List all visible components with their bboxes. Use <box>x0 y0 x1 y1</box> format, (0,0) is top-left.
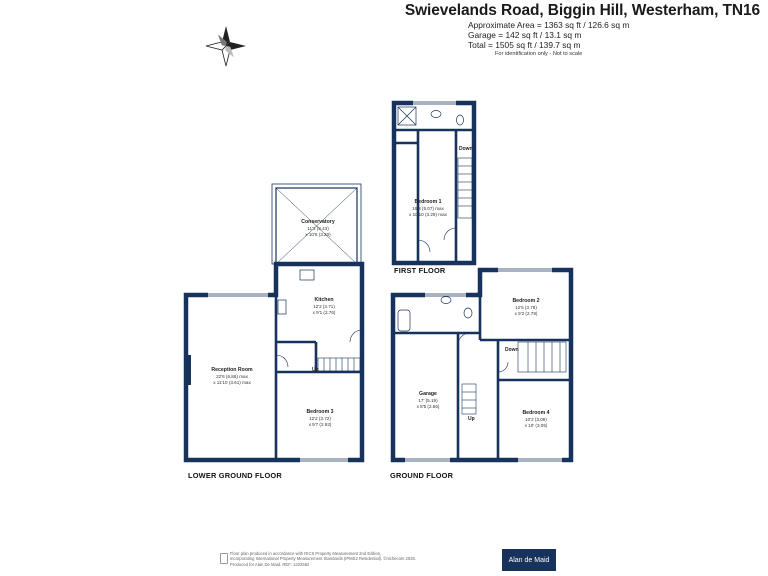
room-dim-garage-1: 17' (5.19) <box>418 398 438 403</box>
room-dim-bedroom-3-2: x 9'7 (2.93) <box>308 422 332 427</box>
garage-area: Garage = 142 sq ft / 13.1 sq m <box>468 30 582 40</box>
total-area: Total = 1505 sq ft / 139.7 sq m <box>468 40 581 50</box>
floor-label-ground: GROUND FLOOR <box>390 471 454 480</box>
ground-basin <box>441 297 451 304</box>
room-dim-conservatory-1: 11'3 (3.43) <box>307 226 329 231</box>
room-name-reception: Reception Room <box>211 367 253 373</box>
room-name-bedroom-3: Bedroom 3 <box>306 409 334 415</box>
toilet <box>457 115 464 125</box>
approximate-area: Approximate Area = 1363 sq ft / 126.6 sq m <box>468 20 630 30</box>
scale-disclaimer: For identification only - Not to scale <box>495 51 583 57</box>
stair-label-lower-up: Up <box>312 367 319 373</box>
footer-note <box>230 551 480 567</box>
ipms-mark-icon <box>220 553 228 564</box>
compass-icon <box>206 26 246 66</box>
room-name-bedroom-2: Bedroom 2 <box>512 298 540 304</box>
room-dim-garage-2: x 8'5 (2.56) <box>416 404 440 409</box>
kitchen-hob <box>300 270 314 280</box>
room-dim-bedroom-1-2: x 10'10 (3.29) max <box>409 212 447 217</box>
room-name-bedroom-1: Bedroom 1 <box>414 199 442 205</box>
property-title: Swievelands Road, Biggin Hill, Westerham, TN16 <box>404 2 760 19</box>
footer-line-2: Incorporating International Property Measurement Standards (IPMS2 Residential). ©nichecom 2025. <box>230 556 417 562</box>
room-dim-bedroom-3-1: 12'2 (3.72) <box>309 416 331 421</box>
footer-line-1: Floor plan produced in accordance with RICS Property Measurement 2nd Edition, <box>230 551 382 556</box>
room-dim-bedroom-4-2: x 10' (3.05) <box>524 423 548 428</box>
wash-basin <box>431 111 441 118</box>
stair-label-first-down: Down <box>459 146 473 152</box>
room-dim-reception-1: 22'6 (6.86) max <box>216 374 248 379</box>
first-floor-walls <box>394 103 474 263</box>
room-dim-bedroom-2-2: x 9'2 (2.79) <box>514 311 538 316</box>
footer-line-3: Produced for Alan De Maid. REF: 1322562 <box>230 561 310 567</box>
lower-ground-stairs <box>318 358 360 371</box>
room-dim-kitchen-2: x 9'1 (2.76) <box>312 310 336 315</box>
room-dim-bedroom-2-1: 12'5 (3.78) <box>515 305 537 310</box>
room-dim-bedroom-1-1: 16'8 (5.07) max <box>412 206 444 211</box>
room-name-kitchen: Kitchen <box>314 297 334 303</box>
fireplace <box>186 355 191 385</box>
floor-label-lower-ground: LOWER GROUND FLOOR <box>188 471 282 480</box>
bath <box>398 310 410 331</box>
room-dim-conservatory-2: x 10'6 (3.20) <box>305 232 331 237</box>
first-floor-stairs <box>458 158 472 218</box>
room-name-bedroom-4: Bedroom 4 <box>522 410 550 416</box>
room-dim-bedroom-4-1: 10'2 (3.09) <box>525 417 547 422</box>
floor-label-first: FIRST FLOOR <box>394 266 446 275</box>
stair-label-ground-down: Down <box>505 347 519 353</box>
ground-toilet <box>464 308 472 318</box>
kitchen-sink <box>278 300 286 314</box>
room-dim-kitchen-1: 12'2 (3.71) <box>313 304 335 309</box>
agent-logo: Alan de Maid <box>502 549 556 571</box>
room-name-garage: Garage <box>419 391 437 397</box>
room-name-conservatory: Conservatory <box>301 219 335 225</box>
room-dim-reception-2: x 11'10 (3.61) max <box>213 380 251 385</box>
stair-label-ground-up: Up <box>468 416 475 422</box>
